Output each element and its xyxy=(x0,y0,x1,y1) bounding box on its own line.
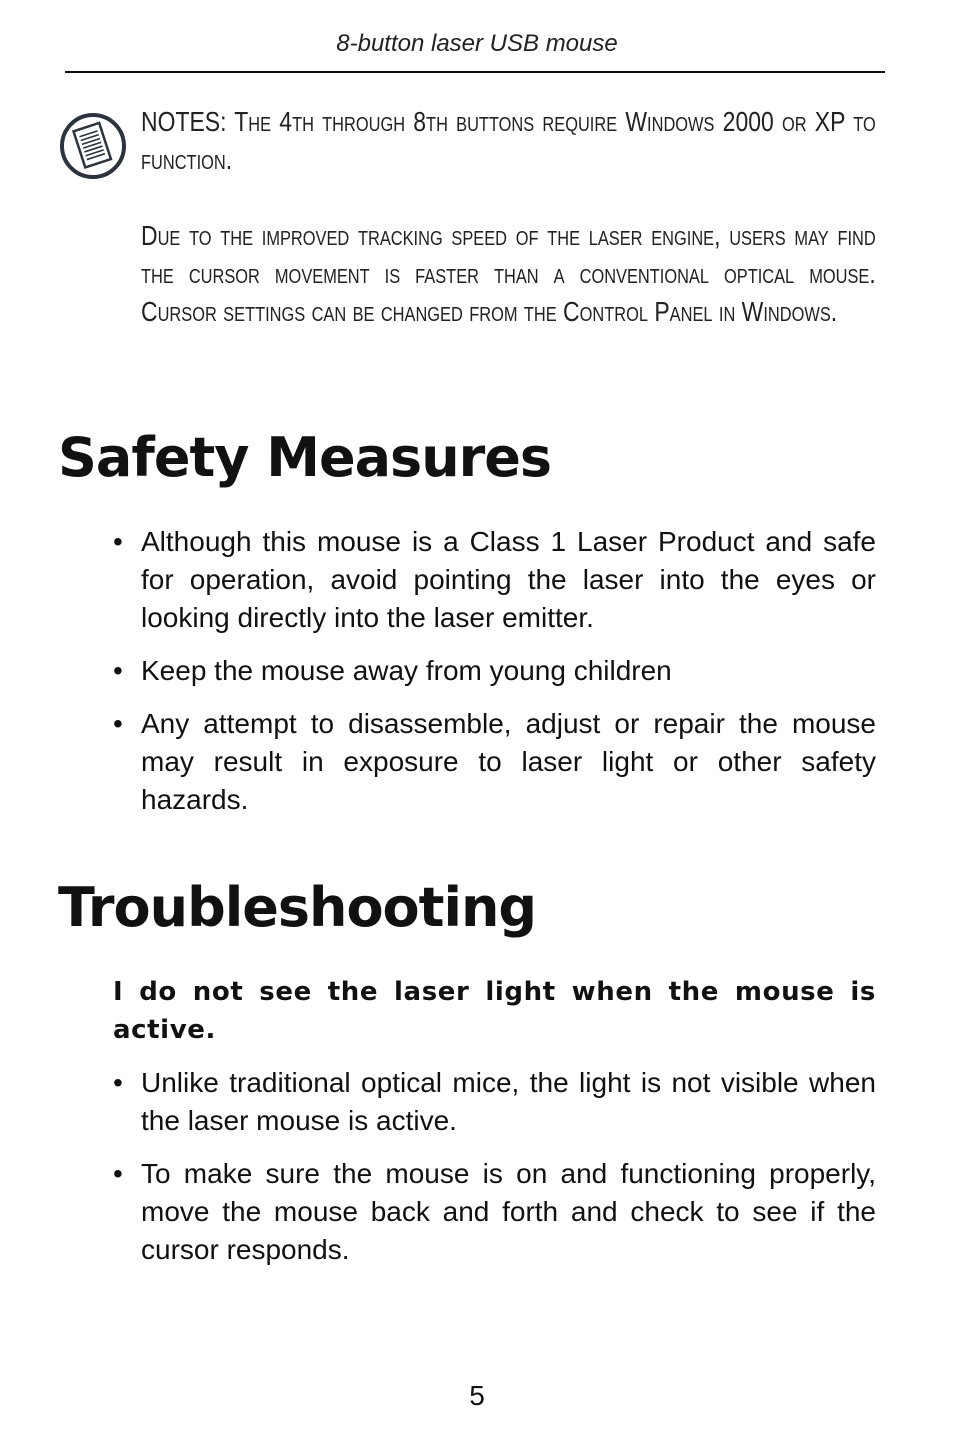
bullet-icon: • xyxy=(113,526,123,557)
troubleshooting-question: I do not see the laser light when the mouse is active. xyxy=(113,977,876,1045)
list-item xyxy=(113,1155,876,1269)
list-item-text: Keep the mouse away from young children xyxy=(141,655,672,686)
header-divider xyxy=(65,71,885,73)
safety-measures-heading: Safety Measures xyxy=(58,426,552,489)
list-item xyxy=(113,1064,876,1140)
bullet-icon: • xyxy=(113,1067,123,1098)
notes-paragraph: Due to the improved tracking speed of the laser engine, users may find the cursor movement is faster than a conventional optical mouse. Cursor settings can be changed from the Control Panel in Windows. xyxy=(141,220,876,327)
list-item xyxy=(113,523,876,637)
list-item xyxy=(113,705,876,819)
bullet-icon: • xyxy=(113,1158,123,1189)
running-header: 8-button laser USB mouse xyxy=(336,30,618,57)
notepad-icon xyxy=(59,112,127,180)
notes-paragraph: NOTES: The 4th through 8th buttons require Windows 2000 or XP to function. xyxy=(141,106,876,175)
bullet-icon: • xyxy=(113,708,123,739)
list-item-text: Although this mouse is a Class 1 Laser Product and safe for operation, avoid pointing the laser into the eyes or looking directly into the laser emitter. xyxy=(141,526,876,633)
bullet-icon: • xyxy=(113,655,123,686)
safety-measures-list xyxy=(113,523,876,834)
list-item-text: Any attempt to disassemble, adjust or repair the mouse may result in exposure to laser light or other safety hazards. xyxy=(141,708,876,815)
notes-block xyxy=(141,103,876,331)
list-item-text: Unlike traditional optical mice, the light is not visible when the laser mouse is active. xyxy=(141,1067,876,1136)
list-item-text: To make sure the mouse is on and functioning properly, move the mouse back and forth and check to see if the cursor responds. xyxy=(141,1158,876,1265)
list-item xyxy=(113,652,876,690)
troubleshooting-heading: Troubleshooting xyxy=(58,876,537,939)
page-number: 5 xyxy=(469,1380,485,1411)
troubleshooting-list xyxy=(113,1064,876,1284)
